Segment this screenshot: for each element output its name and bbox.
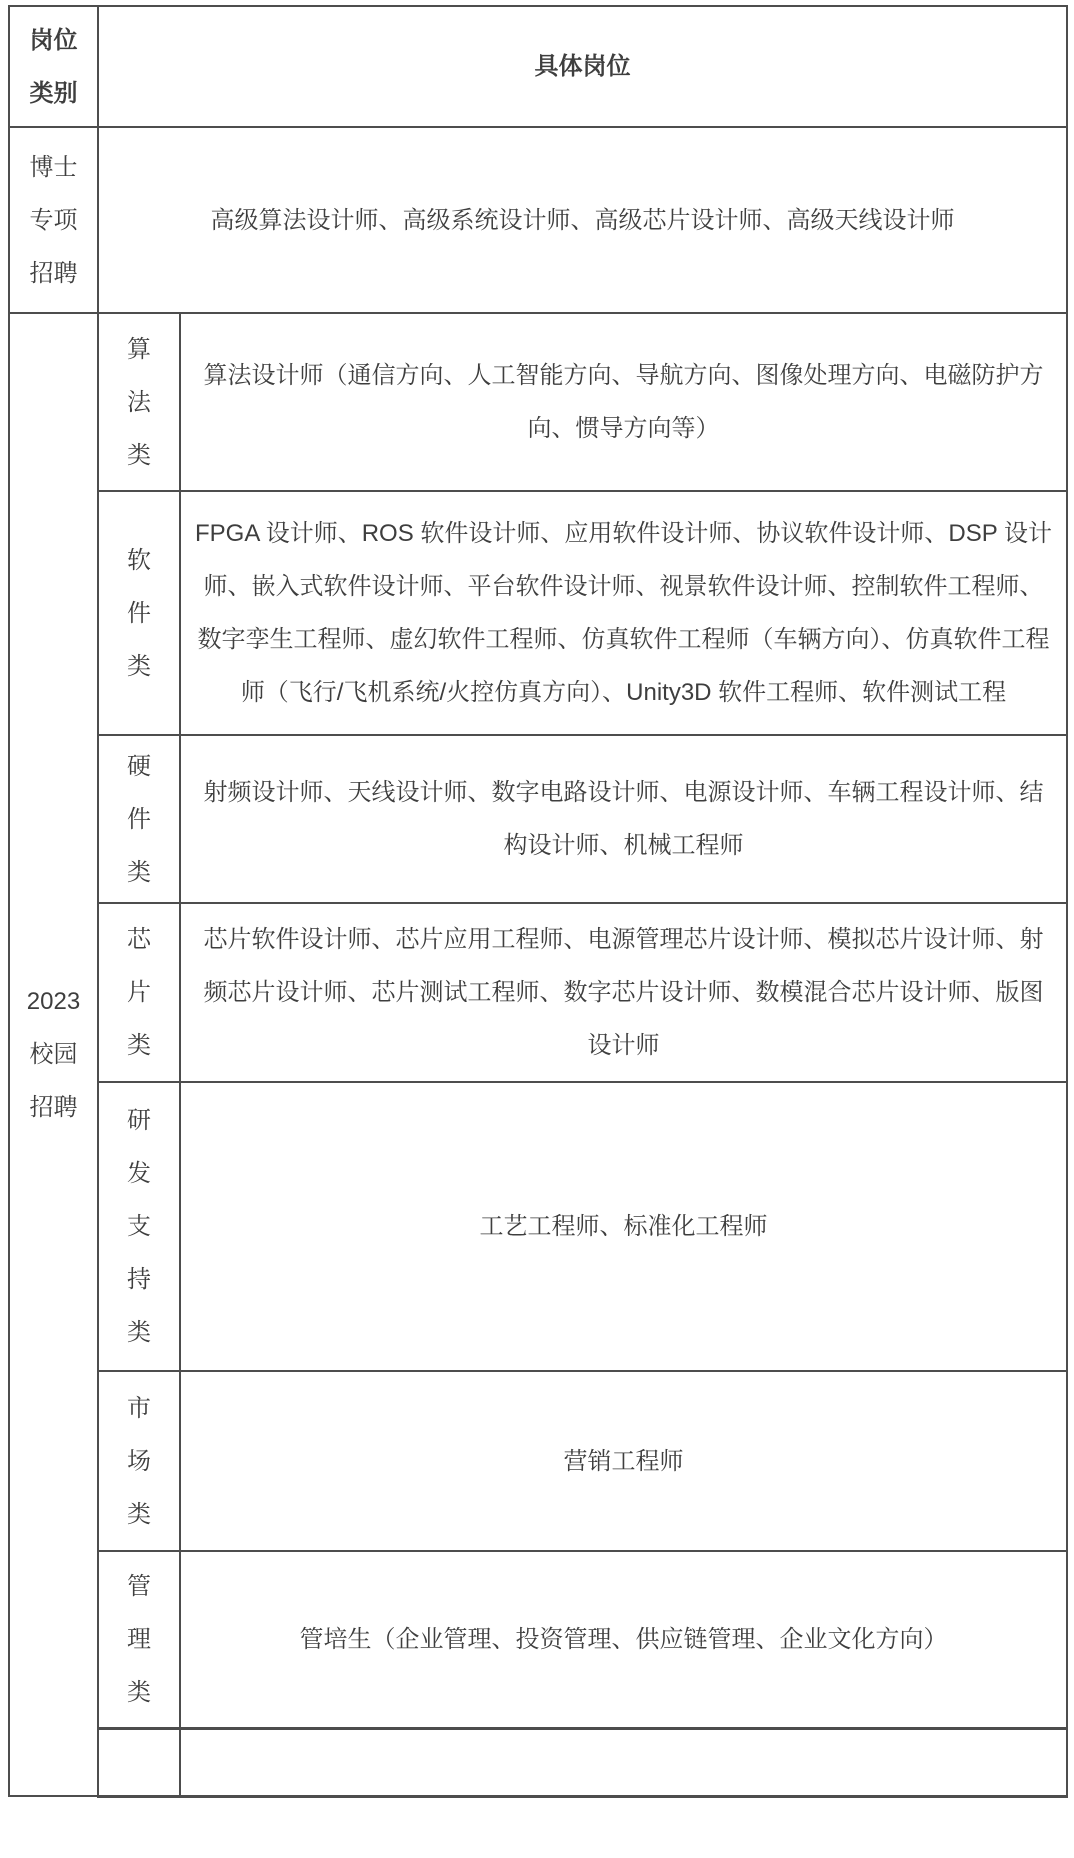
row-type-cell: 硬件类 (98, 735, 180, 903)
row-positions-cell: 射频设计师、天线设计师、数字电路设计师、电源设计师、车辆工程设计师、结构设计师、机械工程师 (180, 735, 1067, 903)
campus-row-management (9, 1551, 1067, 1728)
header-category-cell: 岗位类别 (9, 6, 98, 127)
row-type-cell: 研发支持类 (98, 1082, 180, 1371)
campus-row-rd-support (9, 1082, 1067, 1371)
row-type-cell: 市场类 (98, 1371, 180, 1551)
campus-row-hardware (9, 735, 1067, 903)
header-positions-cell: 具体岗位 (98, 6, 1067, 127)
row-positions-cell: 营销工程师 (180, 1371, 1067, 1551)
row-type-cell: 软件类 (98, 491, 180, 735)
row-type-cell (98, 1728, 180, 1796)
campus-category-cell: 2023校园招聘 (9, 313, 98, 1796)
row-positions-cell: FPGA 设计师、ROS 软件设计师、应用软件设计师、协议软件设计师、DSP 设计师、嵌入式软件设计师、平台软件设计师、视景软件设计师、控制软件工程师、数字孪生工程师、虚幻软件工程师、仿真软件工程师（车辆方向）、仿真软件工程师（飞行/飞机系统/火控仿真方向）、Unity3D 软件工程师、软件测试工程 (180, 491, 1067, 735)
positions-table (8, 5, 1068, 1798)
campus-row-algorithm (9, 313, 1067, 491)
row-type-cell: 管理类 (98, 1551, 180, 1728)
campus-row-software (9, 491, 1067, 735)
row-positions-cell (180, 1728, 1067, 1796)
phd-recruitment-row (9, 127, 1067, 313)
phd-category-cell: 博士专项招聘 (9, 127, 98, 313)
table-header-row (9, 6, 1067, 127)
row-positions-cell: 芯片软件设计师、芯片应用工程师、电源管理芯片设计师、模拟芯片设计师、射频芯片设计师、芯片测试工程师、数字芯片设计师、数模混合芯片设计师、版图设计师 (180, 903, 1067, 1082)
row-positions-cell: 管培生（企业管理、投资管理、供应链管理、企业文化方向） (180, 1551, 1067, 1728)
phd-positions-cell: 高级算法设计师、高级系统设计师、高级芯片设计师、高级天线设计师 (98, 127, 1067, 313)
row-positions-cell: 工艺工程师、标准化工程师 (180, 1082, 1067, 1371)
row-type-cell: 芯片类 (98, 903, 180, 1082)
row-positions-cell: 算法设计师（通信方向、人工智能方向、导航方向、图像处理方向、电磁防护方向、惯导方向等） (180, 313, 1067, 491)
row-type-cell: 算法类 (98, 313, 180, 491)
campus-row-empty (9, 1728, 1067, 1796)
campus-row-chip (9, 903, 1067, 1082)
campus-row-marketing (9, 1371, 1067, 1551)
